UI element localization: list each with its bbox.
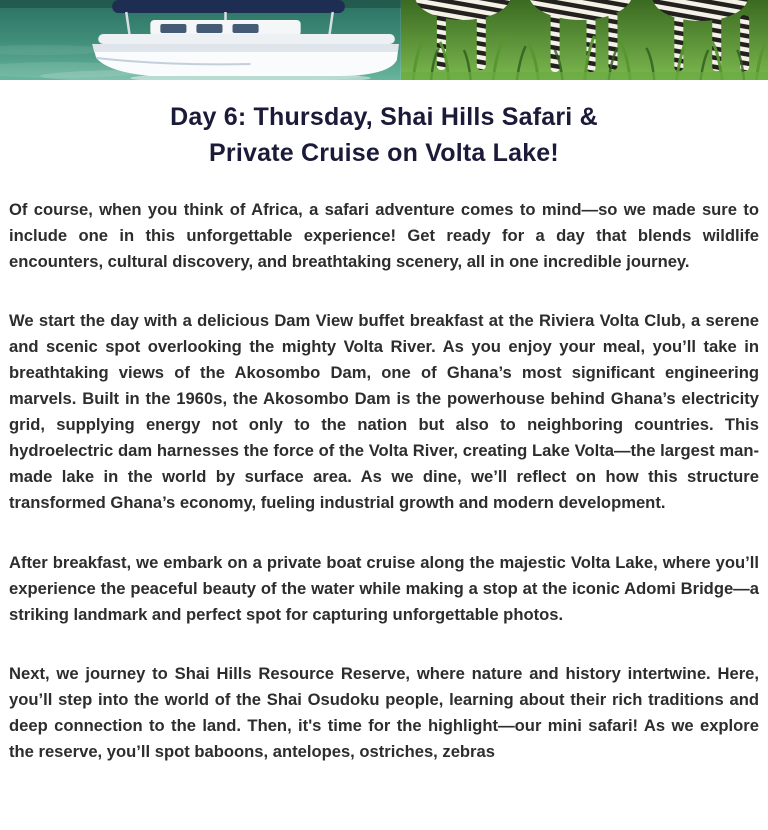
zebras-photo [401,0,768,80]
page-title-line2: Private Cruise on Volta Lake! [209,138,559,167]
zebra-illustration [401,0,768,80]
itinerary-body [0,197,768,765]
paragraph-shai-hills: Next, we journey to Shai Hills Resource Reserve, where nature and history intertwine. Here, you’ll step into the world of the Shai Osudoku people, learning about their rich traditions and deep connection to the land. Then, it's time for the highlight—our mini safari! As we explore the reserve, you’ll spot baboons, antelopes, ostriches, zebras [9,663,759,761]
boat-cruise-photo [0,0,401,80]
paragraph-breakfast-akosombo: We start the day with a delicious Dam View buffet breakfast at the Riviera Volta Club, a serene and scenic spot overlooking the mighty Volta River. As you enjoy your meal, you’ll take in breathtaking views of the Akosombo Dam, one of Ghana’s most significant engineering marvels. Built in the 1960s, the Akosombo Dam is the powerhouse behind Ghana’s electricity grid, supplying energy not only to the nation but also to neighboring countries. This hydroelectric dam harnesses the force of the Volta River, creating Lake Volta—the largest man-made lake in the world by surface area. As we dine, we’ll reflect on how this structure transformed Ghana’s economy, fueling industrial growth and modern development. [9,311,759,513]
hero-images [0,0,768,80]
boat-illustration [0,0,401,80]
paragraph-boat-cruise: After breakfast, we embark on a private boat cruise along the majestic Volta Lake, where you’ll experience the peaceful beauty of the water while making a stop at the iconic Adomi Bridge—a striking landmark and perfect spot for capturing unforgettable photos. [9,552,759,624]
paragraph-safari-intro: Of course, when you think of Africa, a safari adventure comes to mind—so we made sure to include one in this unforgettable experience! Get ready for a day that blends wildlife encounters, cultural discovery, and breathtaking scenery, all in one incredible journey. [9,200,759,272]
page-title [14,100,754,171]
page-title-line1: Day 6: Thursday, Shai Hills Safari & [170,103,598,131]
